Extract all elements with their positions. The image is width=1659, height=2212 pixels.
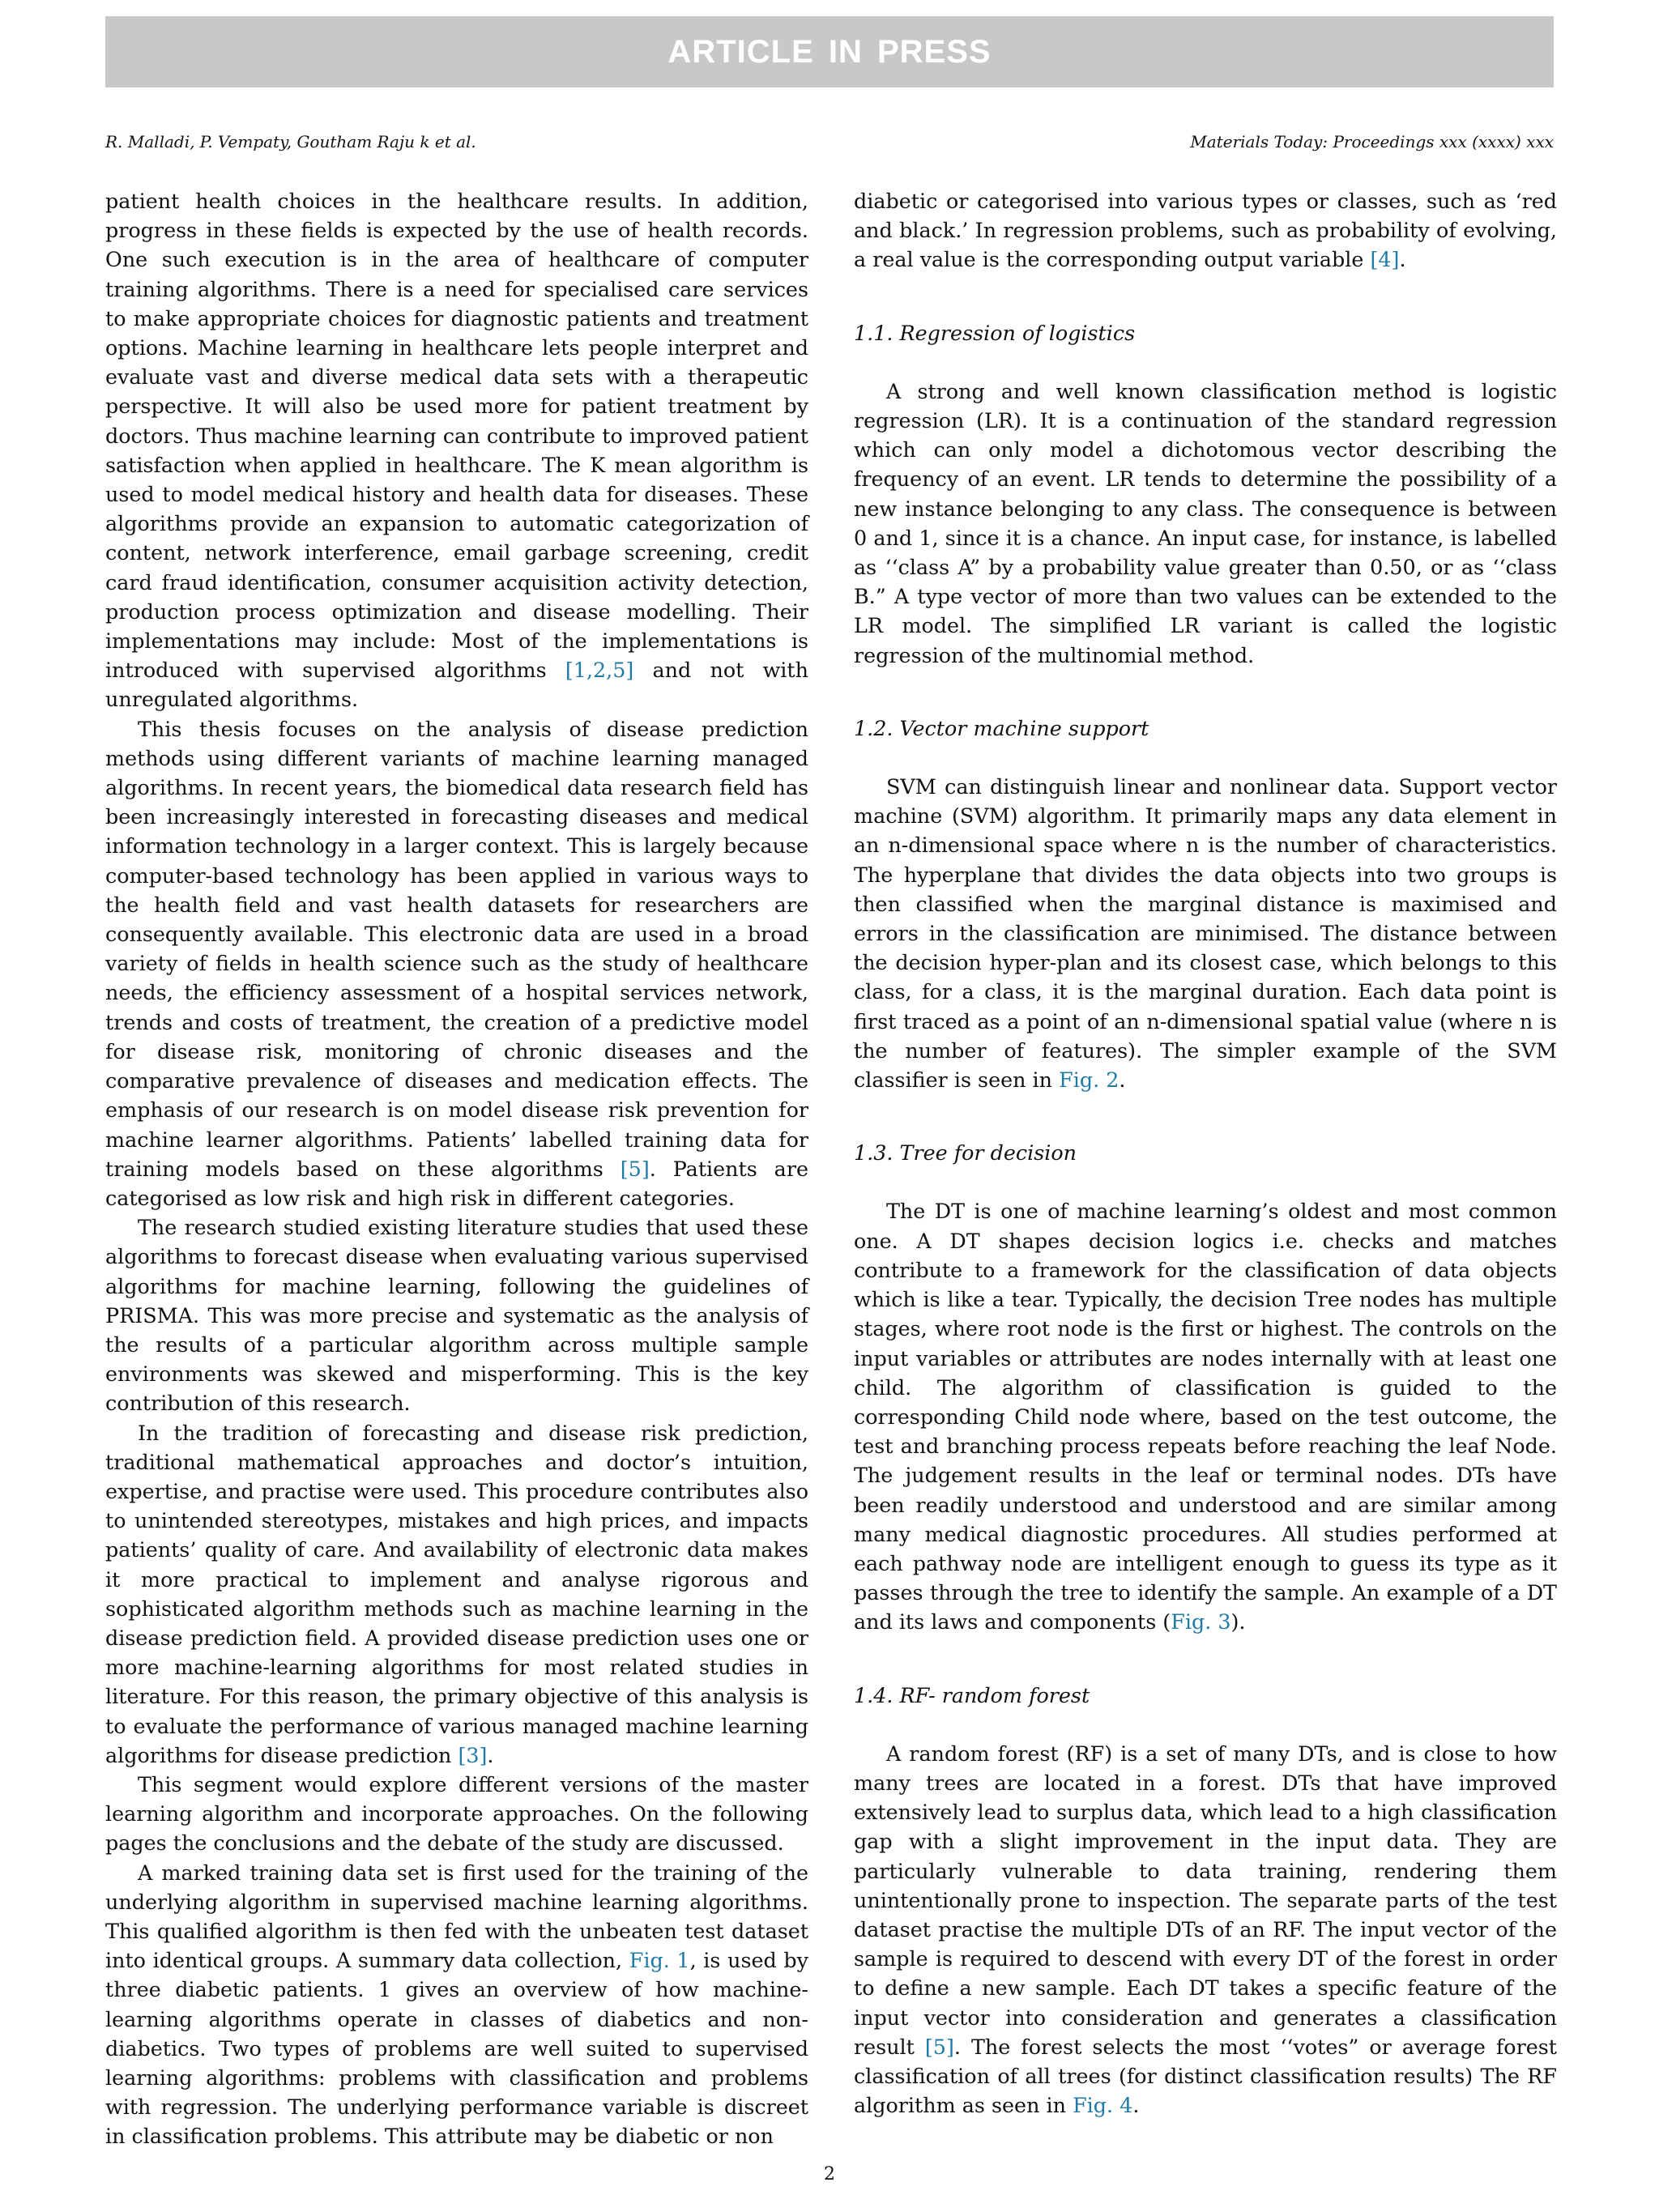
paragraph: A random forest (RF) is a set of many DTs, and is close to how many trees are located in a forest. DTs that have improved extensively lead to surplus data, which lead to a high classification gap with a slight improvement in the input data. They are particularly vulnerable to data training, rendering them unintentionally prone to inspection. The separate parts of the test dataset practise the multiple DTs of an RF. The input vector of the sample is required to descend with every DT of the forest in order to define a new sample. Each DT takes a specific feature of the input vector into consideration and generates a classification result [5]. The forest selects the most ‘‘votes” or average forest classification of all trees (for distinct classification results) The RF algorithm as seen in Fig. 4. [854, 1741, 1557, 2118]
paragraph: patient health choices in the healthcare results. In addition, progress in these fields is expected by the use of health records. One such execution is in the area of healthcare of computer training algorithms. There is a need for specialised care services to make appropriate choices for diagnostic patients and treatment options. Machine learning in healthcare lets people interpret and evaluate vast and diverse medical data sets with a therapeutic perspective. It will also be used more for patient treatment by doctors. Thus machine learning can contribute to improved patient satisfaction when applied in healthcare. The K mean algorithm is used to model medical history and health data for diseases. These algorithms provide an expansion to automatic categorization of content, network interference, email garbage screening, credit card fraud identification, consumer acquisition activity detection, production process optimization and disease modelling. Their implementations may include: Most of the implementations is introduced with supervised algorithms [1,2,5] and not with unregulated algorithms. [105, 189, 808, 712]
figure-link[interactable]: Fig. 4 [1073, 2093, 1133, 2118]
paragraph: The DT is one of machine learning’s oldest and most common one. A DT shapes decision logics i.e. checks and matches contribute to a framework for the classification of data objects which is like a tear. Typically, the decision Tree nodes has multiple stages, where root node is the first or highest. The controls on the input variables or attributes are nodes internally with at least one child. The algorithm of classification is guided to the corresponding Child node where, based on the test outcome, the test and branching process repeats before reaching the leaf Node. The judgement results in the leaf or terminal nodes. DTs have been readily understood and understood and are similar among many medical diagnostic procedures. All studies performed at each pathway node are intelligent enough to guess its type as it passes through the tree to identify the sample. An example of a DT and its laws and components (Fig. 3). [854, 1199, 1557, 1634]
paragraph: The research studied existing literature studies that used these algorithms to forecast disease when evaluating various supervised algorithms for machine learning, following the guidelines of PRISMA. This was more precise and systematic as the analysis of the results of a particular algorithm across multiple sample environments was skewed and misperforming. This is the key contribution of this research. [105, 1215, 808, 1416]
paragraph: This thesis focuses on the analysis of disease prediction methods using different variants of machine learning managed algorithms. In recent years, the biomedical data research field has been increasingly interested in forecasting diseases and medical information technology in a larger context. This is largely because computer-based technology has been applied in various ways to the health field and vast health datasets for researchers are consequently available. This electronic data are used in a broad variety of fields in health science such as the study of healthcare needs, the efficiency assessment of a hospital services network, trends and costs of treatment, the creation of a predictive model for disease risk, monitoring of chronic diseases and the comparative prevalence of diseases and medication effects. The emphasis of our research is on model disease risk prevention for machine learner algorithms. Patients’ labelled training data for training models based on these algorithms [5]. Patients are categorised as low risk and high risk in different categories. [105, 716, 808, 1210]
figure-link[interactable]: Fig. 1 [629, 1948, 690, 1973]
figure-link[interactable]: Fig. 3 [1171, 1609, 1231, 1634]
left-column [105, 186, 808, 2151]
citation-link[interactable]: [3] [458, 1742, 488, 1767]
paragraph: A strong and well known classification method is logistic regression (LR). It is a continuation of the standard regression which can only model a dichotomous vector describing the frequency of an event. LR tends to determine the possibility of a new instance belonging to any class. The consequence is between 0 and 1, since it is a chance. An input case, for instance, is labelled as ‘‘class A” by a probability value greater than 0.50, or as ‘‘class B.” A type vector of more than two values can be extended to the LR model. The simplified LR variant is called the logistic regression of the multinomial method. [854, 378, 1557, 667]
section-heading: 1.4. RF- random forest [854, 1682, 1090, 1707]
section-heading: 1.2. Vector machine support [854, 715, 1149, 740]
paragraph: A marked training data set is first used for the training of the underlying algorithm in supervised machine learning algorithms. This qualified algorithm is then fed with the unbeaten test dataset into identical groups. A summary data collection, Fig. 1, is used by three diabetic patients. 1 gives an overview of how machine-learning algorithms operate in classes of diabetics and non-diabetics. Two types of problems are well suited to supervised learning algorithms: problems with classification and problems with regression. The underlying performance variable is discreet in classification problems. This attribute may be diabetic or non [105, 1860, 809, 2149]
right-column [854, 186, 1557, 2120]
page-number: 2 [824, 2164, 835, 2184]
paragraph: This segment would explore different versions of the master learning algorithm and incorporate approaches. On the following pages the conclusions and the debate of the study are discussed. [105, 1771, 808, 1856]
article-in-press-banner: ARTICLE IN PRESS [105, 16, 1554, 87]
section-heading: 1.1. Regression of logistics [854, 320, 1136, 345]
paragraph: diabetic or categorised into various types or classes, such as ‘red and black.’ In regression problems, such as probability of evolving, a real value is the corresponding output variable [4]. [854, 189, 1557, 272]
citation-link[interactable]: [4] [1370, 247, 1400, 272]
citation-link[interactable]: [5] [924, 2034, 954, 2059]
citation-link[interactable]: [5] [620, 1156, 650, 1181]
figure-link[interactable]: Fig. 2 [1059, 1068, 1120, 1093]
running-head-journal: Materials Today: Proceedings xxx (xxxx) xxx [1190, 132, 1554, 151]
paragraph: In the tradition of forecasting and disease risk prediction, traditional mathematical approaches and doctor’s intuition, expertise, and practise were used. This procedure contributes also to unintended stereotypes, mistakes and high prices, and impacts patients’ quality of care. And availability of electronic data makes it more practical to implement and analyse rigorous and sophisticated algorithm methods such as machine learning in the disease prediction field. A provided disease prediction uses one or more machine-learning algorithms for most related studies in literature. For this reason, the primary objective of this analysis is to evaluate the performance of various managed machine learning algorithms for disease prediction [3]. [105, 1420, 808, 1767]
paragraph: SVM can distinguish linear and nonlinear data. Support vector machine (SVM) algorithm. It primarily maps any data element in an n-dimensional space where n is the number of characteristics. The hyperplane that divides the data objects into two groups is then classified when the marginal distance is maximised and errors in the classification are minimised. The distance between the decision hyper-plan and its closest case, which belongs to this class, for a class, it is the marginal duration. Each data point is first traced as a point of an n-dimensional spatial value (where n is the number of features). The simpler example of the SVM classifier is seen in Fig. 2. [854, 774, 1557, 1093]
running-head-authors: R. Malladi, P. Vempaty, Goutham Raju k et al. [105, 132, 476, 151]
citation-link[interactable]: [1,2,5] [565, 658, 634, 683]
section-heading: 1.3. Tree for decision [854, 1140, 1077, 1166]
